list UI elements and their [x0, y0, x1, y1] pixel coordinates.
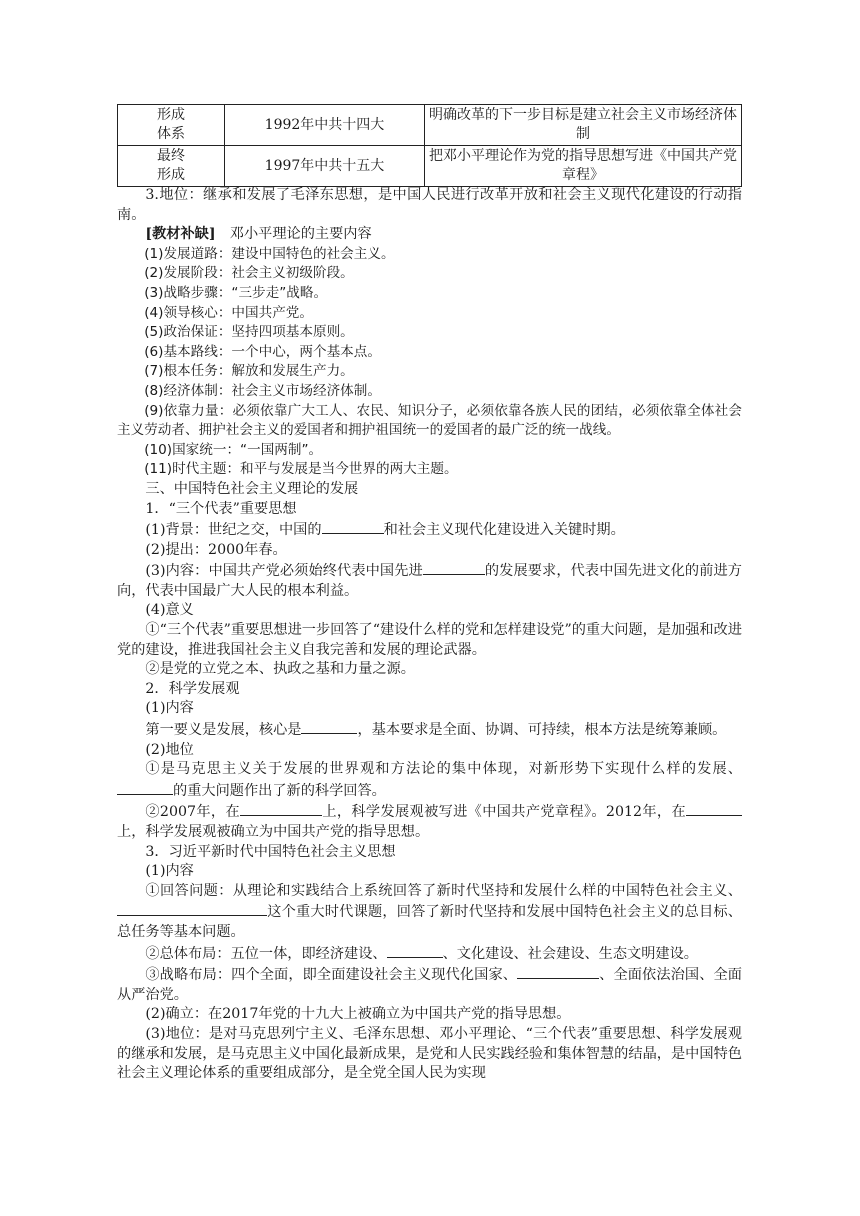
paragraph: [117, 943, 742, 965]
list-item: (6)基本路线：一个中心，两个基本点。: [144, 343, 381, 360]
list-item: (2)发展阶段：社会主义初级阶段。: [144, 265, 354, 282]
fill-blank: [117, 901, 267, 916]
paragraph: [117, 719, 742, 741]
text: ②2007年，在: [145, 804, 240, 821]
fill-blank: [686, 801, 742, 816]
text: ，基本要求是全面、协调、可持续，根本方法是统筹兼顾。: [357, 722, 727, 739]
list-item: (4)领导核心：中国共产党。: [144, 304, 313, 321]
stage-line: 形成 体系: [157, 107, 185, 142]
list-item: (3)战略步骤：“三步走”战略。: [144, 284, 328, 301]
paragraph: (2)确立：在2017年党的十九大上被确立为中国共产党的指导思想。: [145, 1006, 571, 1023]
list-item: (8)经济体制：社会主义市场经济体制。: [144, 382, 381, 399]
paragraph: 3.地位：继承和发展了毛泽东思想，是中国人民进行改革开放和社会主义现代化建设的行动指南。: [117, 187, 742, 223]
fill-blank: [301, 719, 357, 734]
table-cell-stage: [118, 105, 225, 146]
list-item: (11)时代主题：和平与发展是当今世界的两大主题。: [144, 461, 458, 478]
table-cell-stage: [118, 146, 225, 187]
text: 第一要义是发展，核心是: [145, 722, 302, 739]
paragraph: (1)内容: [145, 863, 194, 880]
fill-blank: [240, 801, 322, 816]
text: 的重大问题作出了新的科学回答。: [173, 782, 386, 799]
list-item: (5)政治保证：坚持四项基本原则。: [144, 324, 354, 341]
list-item: (9)依靠力量：必须依靠广大工人、农民、知识分子，必须依靠各族人民的团结，必须依靠全体社会主义劳动者、拥护社会主义的爱国者和拥护祖国统一的爱国者的最广泛的统一战线。: [117, 402, 742, 439]
theory-formation-table: [117, 104, 742, 187]
paragraph: [117, 760, 742, 801]
table-row: [118, 146, 742, 187]
text: 的发展要求，代表中国先进文化的前进方向，代表中国最广大人民的根本利益。: [117, 563, 742, 599]
document-body: [117, 186, 742, 1084]
subsection-heading: 1．“三个代表”重要思想: [145, 500, 297, 517]
fill-blank: [517, 964, 599, 979]
paragraph: (3)地位：是对马克思列宁主义、毛泽东思想、邓小平理论、“三个代表”重要思想、科学发展观的继承和发展，是马克思主义中国化最新成果，是党和人民实践经验和集体智慧的结晶，是中国特色社会主义理论体系的重要组成部分，是全党全国人民为实现: [117, 1025, 742, 1082]
paragraph: ①“三个代表”重要思想进一步回答了“建设什么样的党和怎样建设党”的重大问题，是加强和改进党的建设，推进我国社会主义自我完善和发展的理论武器。: [117, 622, 742, 658]
supplement-title: 邓小平理论的主要内容: [215, 226, 372, 243]
paragraph: [117, 560, 742, 601]
subsection-heading: 3．习近平新时代中国特色社会主义思想: [145, 843, 396, 860]
text: (1)背景：世纪之交，中国的: [145, 522, 322, 539]
fill-blank: [322, 519, 384, 534]
table-row: [118, 105, 742, 146]
text: 、文化建设、社会建设、生态文明建设。: [442, 945, 698, 962]
section-heading: 三、中国特色社会主义理论的发展: [145, 480, 359, 497]
fill-blank: [117, 780, 173, 795]
list-item: (10)国家统一：“一国两制”。: [144, 441, 323, 458]
paragraph: ②是党的立党之本、执政之基和力量之源。: [145, 661, 415, 678]
text: 上，科学发展观被确立为中国共产党的指导思想。: [117, 824, 430, 840]
text: 上，科学发展观被写进《中国共产党章程》。2012年，在: [321, 804, 686, 821]
paragraph: (2)提出：2000年春。: [145, 541, 287, 558]
text: ②总体布局：五位一体，即经济建设、: [145, 945, 387, 962]
text: 、全面依法治国、全面从严治党。: [117, 967, 742, 1003]
text: ①回答问题：从理论和实践结合上系统回答了新时代坚持和发展什么样的中国特色社会主义、: [145, 882, 742, 899]
text: 和社会主义现代化建设进入关键时期。: [383, 522, 625, 539]
subsection-heading: 2．科学发展观: [145, 680, 240, 697]
supplement-tag: [教材补缺]: [145, 226, 216, 243]
paragraph: [117, 519, 742, 541]
paragraph: (4)意义: [145, 602, 194, 619]
paragraph: [117, 801, 742, 842]
table-cell-content: 明确改革的下一步目标是建立社会主义市场经济体制: [425, 105, 742, 146]
paragraph: (2)地位: [145, 741, 194, 758]
table-cell-event: 1992年中共十四大: [225, 105, 425, 146]
list-item: (7)根本任务：解放和发展生产力。: [144, 363, 354, 380]
fill-blank: [387, 943, 443, 958]
text: 这个重大时代课题，回答了新时代坚持和发展中国特色社会主义的总目标、总任务等基本问题。: [117, 904, 742, 940]
text: ①是马克思主义关于发展的世界观和方法论的集中体现，对新形势下实现什么样的发展、: [145, 761, 742, 778]
text: ③战略布局：四个全面，即全面建设社会主义现代化国家、: [145, 967, 518, 984]
table-cell-content: 把邓小平理论作为党的指导思想写进《中国共产党章程》: [425, 146, 742, 187]
stage-line: 最终 形成: [157, 148, 185, 183]
paragraph: (1)内容: [145, 700, 194, 717]
list-item: (1)发展道路：建设中国特色的社会主义。: [144, 245, 395, 262]
paragraph: [117, 964, 742, 1005]
text: (3)内容：中国共产党必须始终代表中国先进: [145, 563, 423, 580]
fill-blank: [423, 560, 485, 575]
paragraph: [117, 225, 742, 245]
table-cell-event: 1997年中共十五大: [225, 146, 425, 187]
paragraph: [117, 882, 742, 943]
